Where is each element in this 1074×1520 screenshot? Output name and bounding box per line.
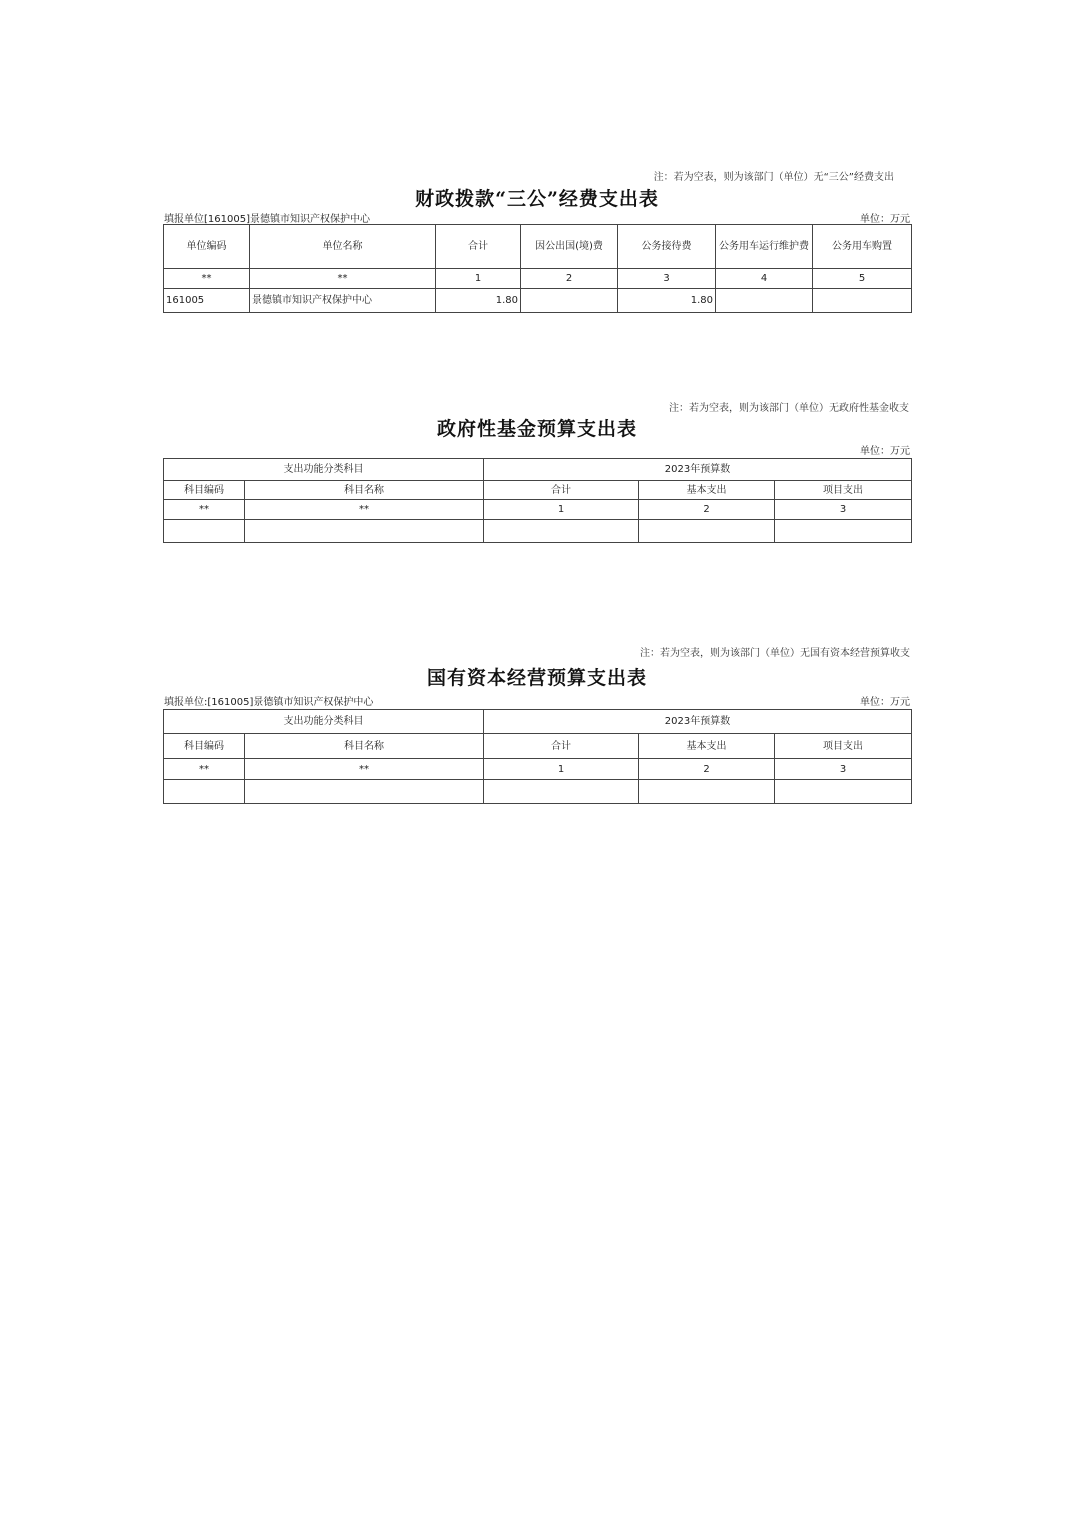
index-cell: ** — [250, 269, 436, 289]
header-cell: 基本支出 — [639, 481, 775, 500]
header-cell: 项目支出 — [775, 734, 912, 759]
empty-cell — [164, 780, 245, 804]
index-cell: ** — [245, 500, 484, 520]
state-capital-table — [163, 709, 912, 804]
empty-cell — [639, 780, 775, 804]
empty-cell — [775, 780, 912, 804]
header-row — [164, 225, 912, 269]
group-header-cell: 2023年预算数 — [484, 710, 912, 734]
index-cell: 4 — [716, 269, 813, 289]
empty-cell — [164, 520, 245, 543]
index-cell: 2 — [521, 269, 618, 289]
vehicle-purchase-cell — [813, 289, 912, 313]
filler-unit-label: 填报单位:[161005]景德镇市知识产权保护中心 — [164, 697, 374, 708]
government-fund-table — [163, 458, 912, 543]
index-cell: 1 — [436, 269, 521, 289]
unit-name-cell: 景德镇市知识产权保护中心 — [250, 289, 436, 313]
header-cell: 基本支出 — [639, 734, 775, 759]
header-cell: 合计 — [484, 734, 639, 759]
header-cell: 公务接待费 — [618, 225, 716, 269]
header-cell: 公务用车运行维护费 — [716, 225, 813, 269]
section-state-capital — [163, 643, 911, 808]
header-cell: 科目名称 — [245, 734, 484, 759]
filler-unit-label: 填报单位[161005]景德镇市知识产权保护中心 — [164, 214, 370, 225]
total-cell: 1.80 — [436, 289, 521, 313]
empty-cell — [775, 520, 912, 543]
group-header-cell: 2023年预算数 — [484, 459, 912, 481]
index-cell: ** — [164, 759, 245, 780]
index-cell: 3 — [618, 269, 716, 289]
empty-cell — [639, 520, 775, 543]
table-title: 财政拨款“三公”经费支出表 — [415, 188, 659, 210]
index-cell: ** — [164, 500, 245, 520]
index-row — [164, 500, 912, 520]
note-text: 注：若为空表，则为该部门（单位）无政府性基金收支 — [669, 403, 909, 414]
header-cell: 公务用车购置 — [813, 225, 912, 269]
header-cell: 项目支出 — [775, 481, 912, 500]
table-row — [164, 289, 912, 313]
reception-cell: 1.80 — [618, 289, 716, 313]
note-text: 注：若为空表，则为该部门（单位）无“三公”经费支出 — [653, 172, 894, 183]
group-header-row — [164, 459, 912, 481]
header-cell: 科目编码 — [164, 481, 245, 500]
unit-label: 单位：万元 — [860, 214, 910, 225]
table-title: 政府性基金预算支出表 — [436, 418, 637, 440]
index-cell: 2 — [639, 500, 775, 520]
group-header-cell: 支出功能分类科目 — [164, 710, 484, 734]
unit-label: 单位：万元 — [860, 446, 910, 457]
index-row — [164, 269, 912, 289]
index-cell: 3 — [775, 500, 912, 520]
header-cell: 合计 — [484, 481, 639, 500]
header-cell: 合计 — [436, 225, 521, 269]
index-cell: 3 — [775, 759, 912, 780]
index-cell: 2 — [639, 759, 775, 780]
header-cell: 因公出国(境)费 — [521, 225, 618, 269]
index-cell: 5 — [813, 269, 912, 289]
header-cell: 单位编码 — [164, 225, 250, 269]
three-public-expenses-table — [163, 224, 912, 313]
section-three-public-expenses — [163, 165, 911, 320]
header-cell: 单位名称 — [250, 225, 436, 269]
note-text: 注：若为空表，则为该部门（单位）无国有资本经营预算收支 — [640, 648, 910, 659]
vehicle-operation-cell — [716, 289, 813, 313]
table-row — [164, 520, 912, 543]
group-header-cell: 支出功能分类科目 — [164, 459, 484, 481]
table-title: 国有资本经营预算支出表 — [426, 667, 647, 689]
header-row — [164, 481, 912, 500]
header-row — [164, 734, 912, 759]
index-row — [164, 759, 912, 780]
index-cell: ** — [245, 759, 484, 780]
section-government-fund — [163, 397, 911, 547]
empty-cell — [484, 520, 639, 543]
group-header-row — [164, 710, 912, 734]
index-cell: 1 — [484, 500, 639, 520]
empty-cell — [484, 780, 639, 804]
index-cell: ** — [164, 269, 250, 289]
table-row — [164, 780, 912, 804]
overseas-cell — [521, 289, 618, 313]
index-cell: 1 — [484, 759, 639, 780]
header-cell: 科目编码 — [164, 734, 245, 759]
unit-label: 单位：万元 — [860, 697, 910, 708]
unit-code-cell: 161005 — [164, 289, 250, 313]
header-cell: 科目名称 — [245, 481, 484, 500]
empty-cell — [245, 520, 484, 543]
empty-cell — [245, 780, 484, 804]
